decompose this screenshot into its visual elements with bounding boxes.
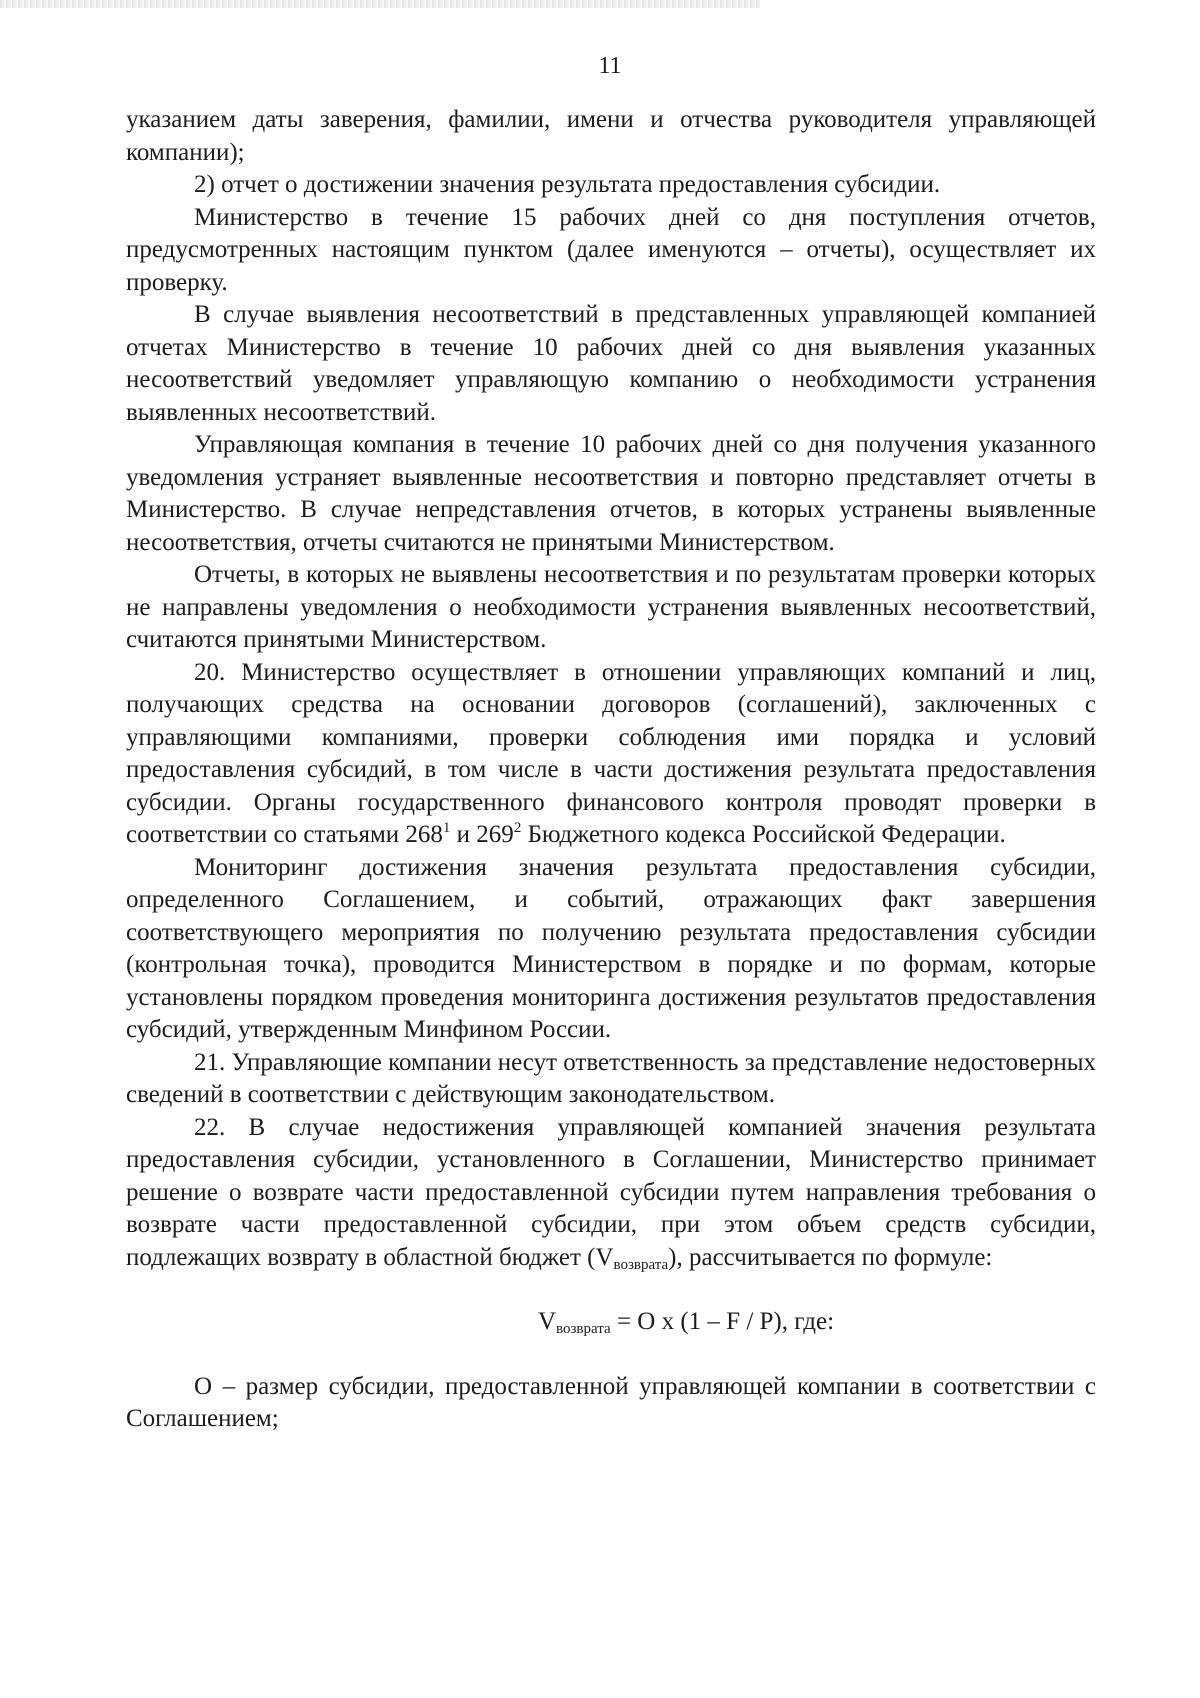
superscript-2: 2 <box>513 820 522 836</box>
paragraph-report-check: Министерство в течение 15 рабочих дней со дня поступления отчетов, предусмотренных настоящим пунктом (далее именуются – отчеты), осуществляет их проверку. <box>126 203 1096 296</box>
formula-rest: = O x (1 – F / P), где: <box>610 1308 835 1335</box>
superscript-1: 1 <box>442 820 451 836</box>
paragraph-correction: Управляющая компания в течение 10 рабочих дней со дня получения указанного уведомления устраняет выявленные несоответствия и повторно представляет отчеты в Министерство. В случае непредставления отчетов, в которых устранены выявленные несоответствия, отчеты считаются не принятыми Министерством. <box>126 431 1096 556</box>
document-body <box>126 104 1096 1436</box>
paragraph-20-text-1: 20. Министерство осуществляет в отношении управляющих компаний и лиц, получающих средства на основании договоров (соглашений), заключенных с управляющими компаниями, проверки соблюдения ими порядка и условий предоставления субсидий, в том числе в части достижения результата предоставления субсидии. Органы государственного финансового контроля проводят проверки в соответствии со статьями 268 <box>126 658 1096 848</box>
paragraph-20-text-3: Бюджетного кодекса Российской Федерации. <box>521 821 1006 848</box>
paragraph-22 <box>126 1112 1096 1275</box>
paragraph-report-item: 2) отчет о достижении значения результата предоставления субсидии. <box>194 171 941 198</box>
paragraph-definition-o: O – размер субсидии, предоставленной управляющей компании в соответствии с Соглашением; <box>126 1372 1096 1432</box>
scan-edge-artifact <box>0 0 760 8</box>
paragraph-20-text-2: и 269 <box>450 821 514 848</box>
paragraph-21: 21. Управляющие компании несут ответственность за представление недостоверных сведений в соответствии с действующим законодательством. <box>126 1048 1096 1108</box>
paragraph-continuation: указанием даты заверения, фамилии, имени и отчества руководителя управляющей компании); <box>126 106 1096 166</box>
subscript-vozvrata: возврата <box>613 1256 669 1273</box>
formula-v: V <box>537 1308 557 1335</box>
formula-subscript: возврата <box>556 1321 611 1337</box>
page-number: 11 <box>598 53 622 79</box>
paragraph-22-text-2: ), рассчитывается по формуле: <box>668 1243 993 1271</box>
paragraph-22-text-1: 22. В случае недостижения управляющей компанией значения результата предоставления субсидии, установленного в Соглашении, Министерство принимает решение о возврате части предоставленной субсидии путем направления требования о возврате части предоставленной субсидии, при этом объем средств субсидии, подлежащих возврату в областной бюджет (V <box>126 1113 1096 1271</box>
paragraph-accepted-reports: Отчеты, в которых не выявлены несоответствия и по результатам проверки которых не направлены уведомления о необходимости устранения выявленных несоответствий, считаются принятыми Министерством. <box>126 561 1096 653</box>
paragraph-20 <box>126 657 1096 852</box>
formula <box>126 1306 1096 1339</box>
paragraph-monitoring: Мониторинг достижения значения результата предоставления субсидии, определенного Соглашением, и событий, отражающих факт завершения соответствующего мероприятия по получению результата предоставления субсидии (контрольная точка), проводится Министерством в порядке и по формам, которые установлены порядком проведения мониторинга достижения результатов предоставления субсидий, утвержденным Минфином России. <box>126 853 1096 1043</box>
paragraph-discrepancies: В случае выявления несоответствий в представленных управляющей компанией отчетах Министерство в течение 10 рабочих дней со дня выявления указанных несоответствий уведомляет управляющую компанию о необходимости устранения выявленных несоответствий. <box>126 301 1096 426</box>
